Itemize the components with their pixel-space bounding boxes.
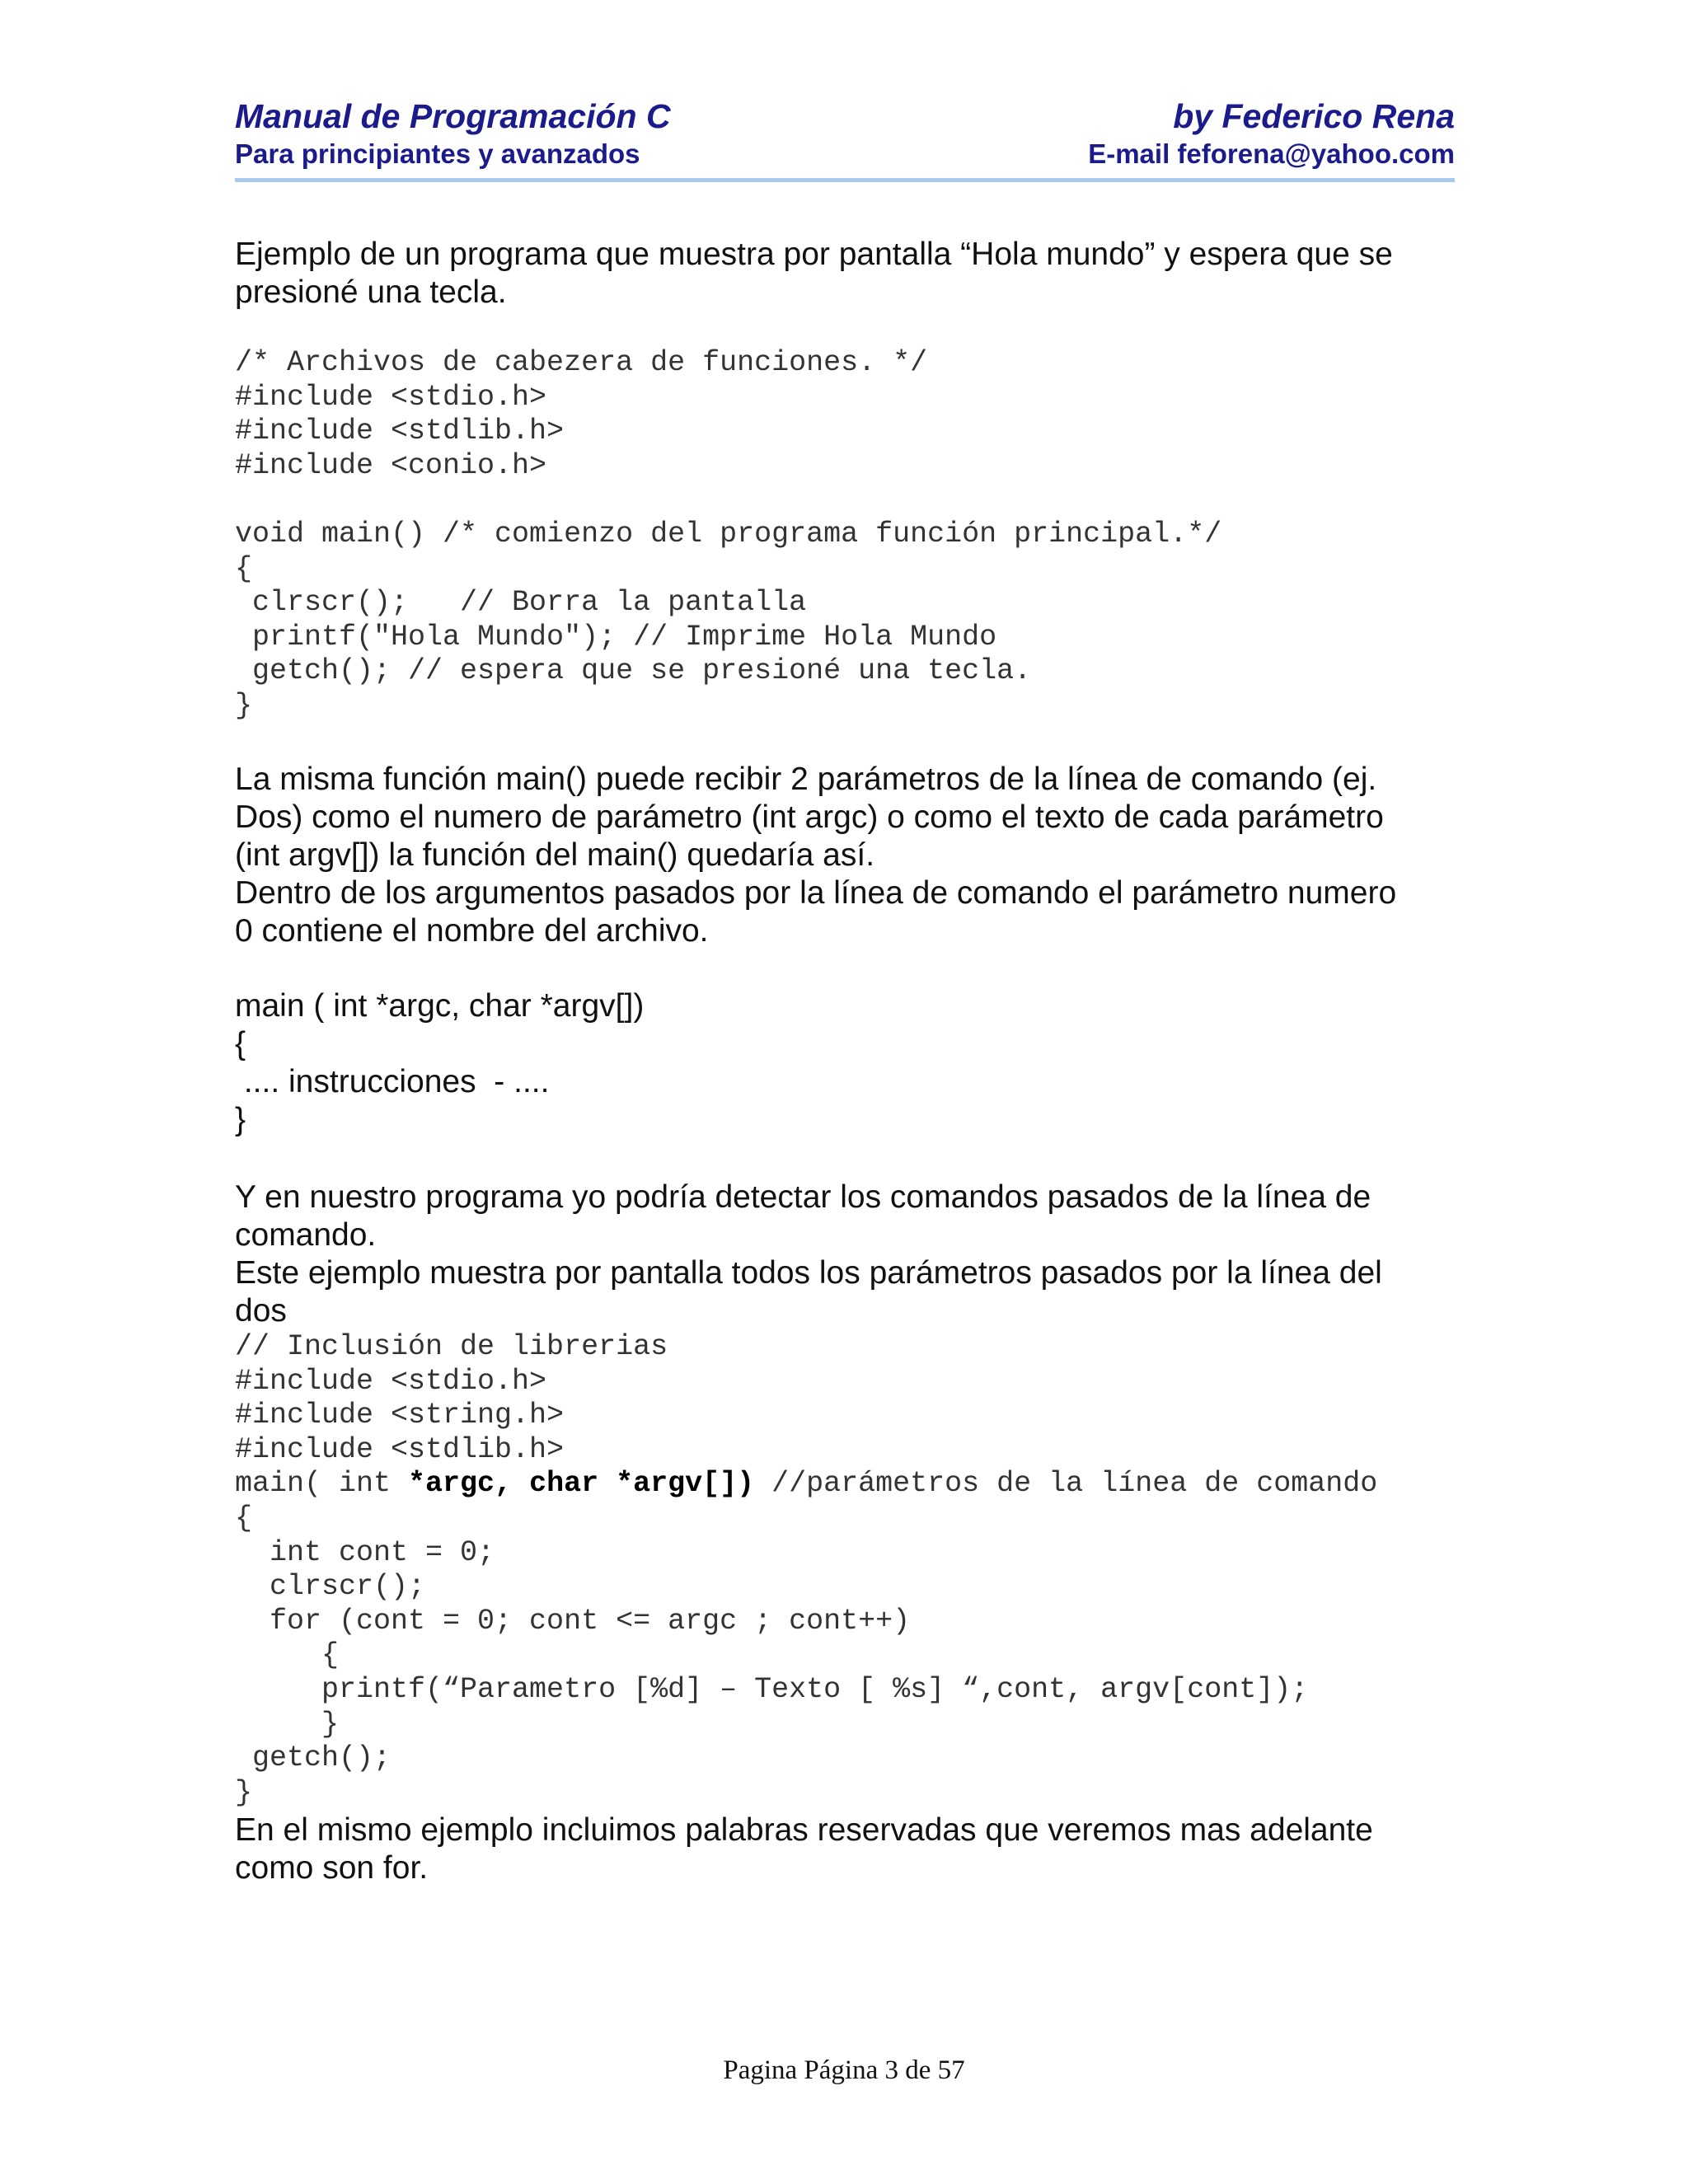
header-divider [235,178,1455,182]
detect-commands-paragraph: Y en nuestro programa yo podría detectar los comandos pasados de la línea de comando. Este ejemplo muestra por pantalla todos los parámetros pasados por la línea del dos [235,1179,1382,1329]
intro-paragraph: Ejemplo de un programa que muestra por pantalla “Hola mundo” y espera que se presioné una tecla. [235,237,1393,310]
code-main-prefix: main( int [235,1467,409,1501]
code-hola-mundo: /* Archivos de cabezera de funciones. */ #include <stdio.h> #include <stdlib.h> #include <conio.h> void main() /* comienzo del programa función principal.*/ { clrscr(); // Borra la pantalla printf("Hola Mundo"); // Imprime Hola Mundo getch(); // espera que se presioné una tecla. } [235,346,1222,722]
author-email[interactable]: E-mail feforena@yahoo.com [1088,138,1455,169]
main-params-paragraph: La misma función main() puede recibir 2 parámetros de la línea de comando (ej. Dos) como el numero de parámetro (int argc) o como el texto de cada parámetro (int argv[]) la función del main() quedaría así. Dentro de los argumentos pasados por la línea de comando el parámetro numero 0 contiene el nombre del archivo. [235,762,1397,949]
page-footer: Pagina Página 3 de 57 [723,2055,965,2085]
code-includes: // Inclusión de librerias #include <stdio.h> #include <string.h> #include <stdlib.h> [235,1330,668,1466]
page-header-row2 [235,138,1455,170]
code-parametros [235,1330,1455,1810]
author-name: by Federico Rena [1173,97,1455,135]
code-main-params-bold: *argc, char *argv[]) [408,1467,755,1501]
code-main-comment: //parámetros de la línea de comando [754,1467,1378,1501]
code-main-body: { int cont = 0; clrscr(); for (cont = 0; cont <= argc ; cont++) { printf(“Parametro [%d] – Texto [ %s] “,cont, argv[cont]); } getch(); } [235,1501,1309,1809]
closing-paragraph: En el mismo ejemplo incluimos palabras reservadas que veremos mas adelante como son for. [235,1812,1373,1886]
page-header-row1 [235,97,1455,136]
manual-subtitle: Para principiantes y avanzados [235,138,640,169]
manual-title: Manual de Programación C [235,97,671,135]
main-signature-example: main ( int *argc, char *argv[]) { .... instrucciones - .... } [235,988,645,1137]
